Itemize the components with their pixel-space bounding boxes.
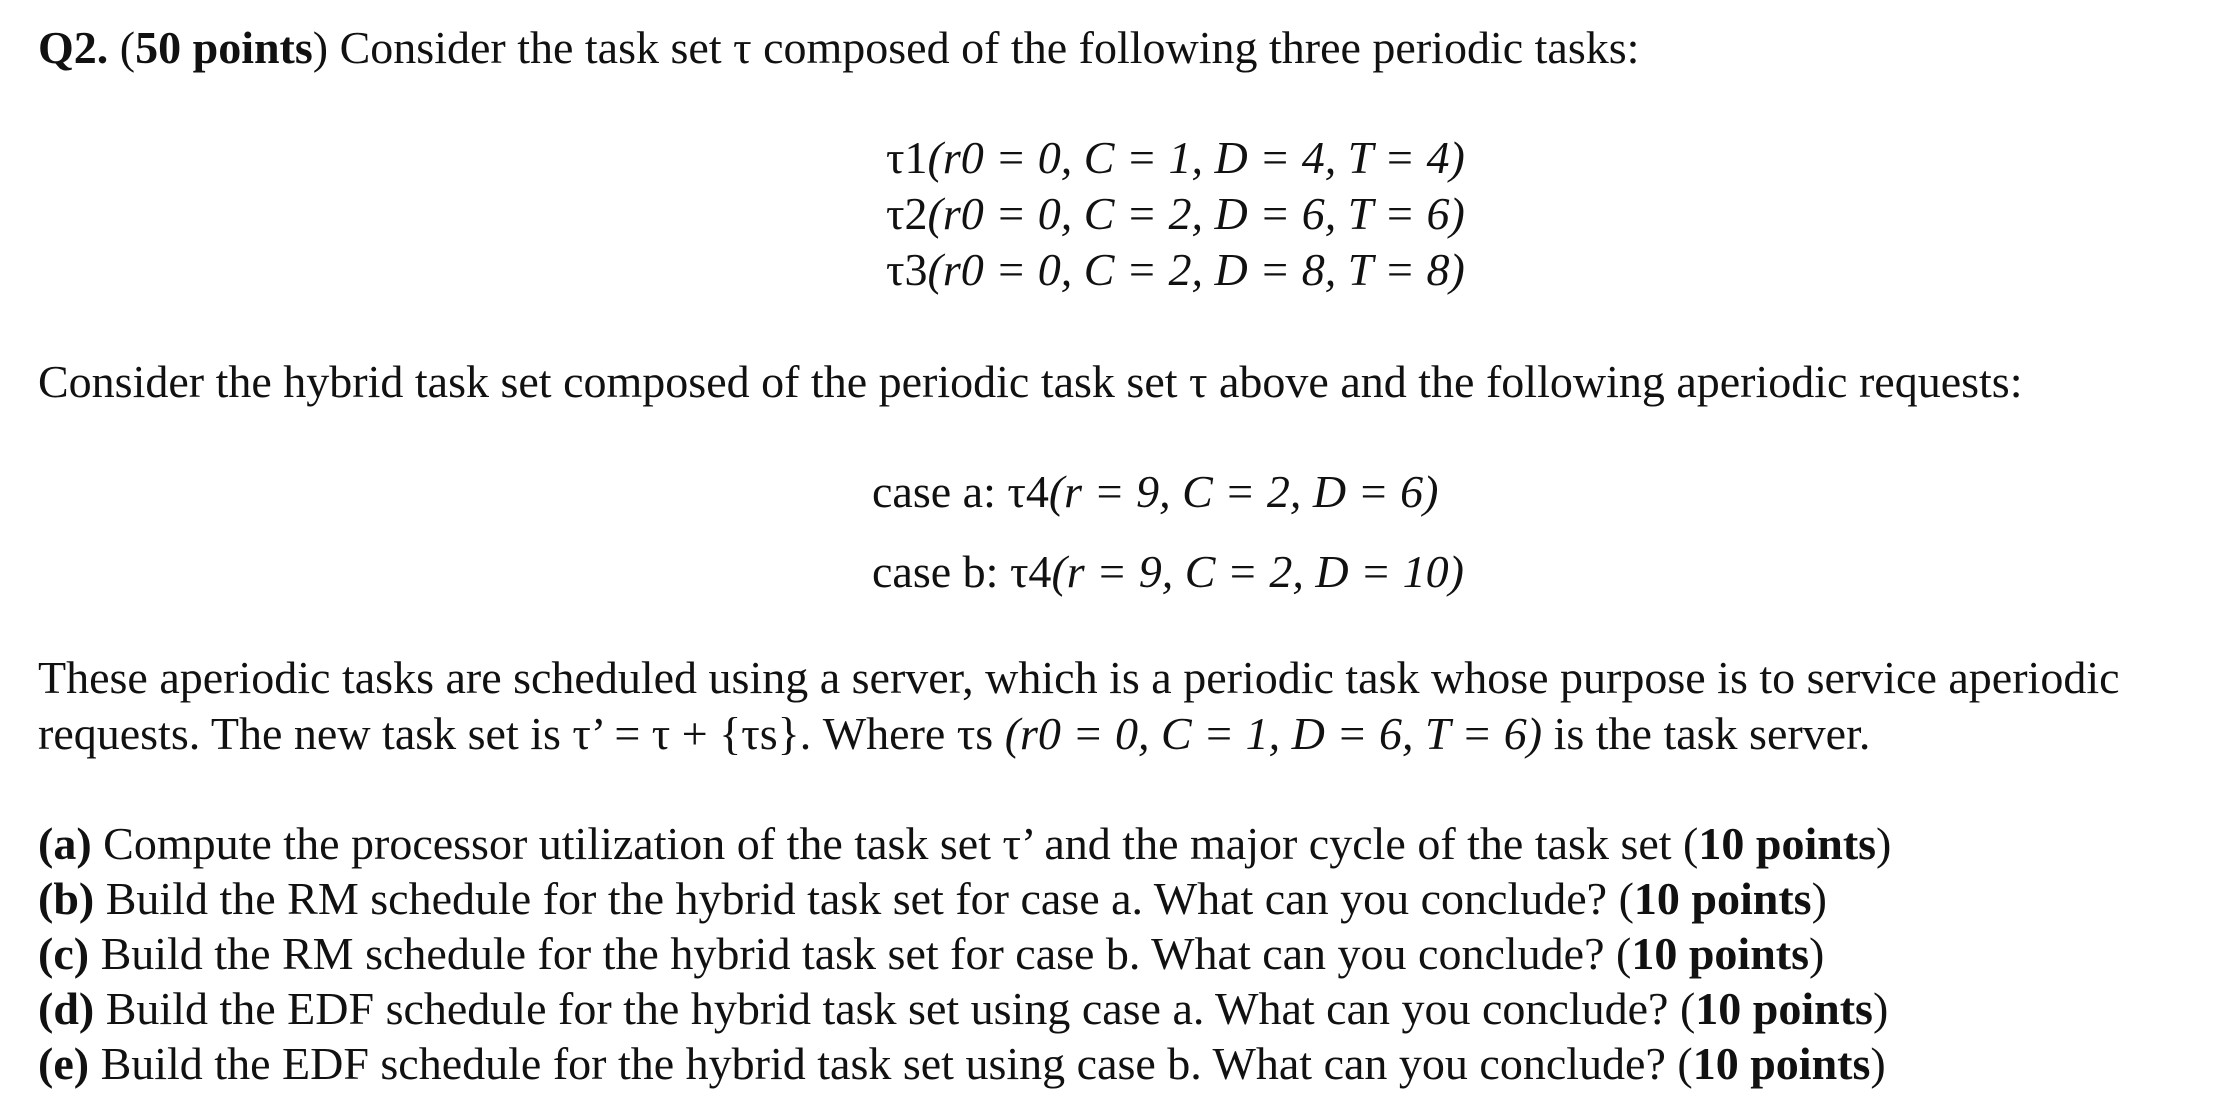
part-b-text: Build the RM schedule for the hybrid task set for case a. What can you conclude? <box>94 873 1619 924</box>
part-d-pts-open: ( <box>1679 983 1696 1034</box>
part-e-pts-open: ( <box>1677 1038 1693 1089</box>
points-close: ) <box>312 22 329 73</box>
case-a-label: case a: <box>872 466 1008 517</box>
case-b-label: case b: <box>872 546 1010 597</box>
server-line-2-c: is the task server. <box>1542 708 1871 759</box>
question-points: 50 points <box>135 22 313 73</box>
case-b-params: (r = 9, C = 2, D = 10) <box>1051 546 1464 597</box>
part-c <box>38 928 1824 980</box>
part-d-points: 10 points <box>1695 983 1873 1034</box>
case-b-task: τ4 <box>1009 546 1052 597</box>
part-b-points: 10 points <box>1633 873 1812 924</box>
part-a <box>38 818 1891 870</box>
part-a-pts-open: ( <box>1683 818 1699 869</box>
points-open: ( <box>119 22 136 73</box>
hybrid-intro: Consider the hybrid task set composed of the periodic task set τ above and the following aperiodic requests: <box>38 356 2023 407</box>
case-b <box>872 546 1464 598</box>
task-2-params: (r0 = 0, C = 2, D = 6, T = 6) <box>927 188 1465 239</box>
part-c-pts-close: ) <box>1809 928 1825 979</box>
case-a <box>872 466 1438 518</box>
task-3 <box>886 244 1465 296</box>
part-e-label: (e) <box>38 1038 90 1089</box>
server-params: (r0 = 0, C = 1, D = 6, T = 6) <box>1004 708 1543 759</box>
task-3-params: (r0 = 0, C = 2, D = 8, T = 8) <box>927 244 1465 295</box>
part-b-pts-open: ( <box>1618 873 1634 924</box>
part-c-text: Build the RM schedule for the hybrid task set for case b. What can you conclude? <box>89 928 1617 979</box>
part-a-points: 10 points <box>1698 818 1877 869</box>
part-d-pts-close: ) <box>1872 983 1889 1034</box>
question-intro: Consider the task set τ composed of the following three periodic tasks: <box>328 22 1640 73</box>
task-1 <box>886 132 1465 184</box>
part-c-label: (c) <box>38 928 90 979</box>
part-b <box>38 873 1827 925</box>
part-a-label: (a) <box>38 818 92 869</box>
part-d-label: (d) <box>38 983 95 1034</box>
part-a-pts-close: ) <box>1876 818 1892 869</box>
part-e-text: Build the EDF schedule for the hybrid task set using case b. What can you conclude? <box>89 1038 1678 1089</box>
task-2 <box>886 188 1465 240</box>
question-header <box>38 22 1639 74</box>
task-1-params: (r0 = 0, C = 1, D = 4, T = 4) <box>927 132 1465 183</box>
part-e-pts-close: ) <box>1870 1038 1886 1089</box>
part-a-text: Compute the processor utilization of the task set τ’ and the major cycle of the task set <box>91 818 1684 869</box>
task-3-name: τ3 <box>886 244 928 295</box>
part-b-label: (b) <box>38 873 95 924</box>
question-number: Q2. <box>38 22 109 73</box>
part-d <box>38 983 1888 1035</box>
part-b-pts-close: ) <box>1811 873 1827 924</box>
task-1-name: τ1 <box>886 132 928 183</box>
task-2-name: τ2 <box>886 188 928 239</box>
case-a-params: (r = 9, C = 2, D = 6) <box>1048 466 1439 517</box>
part-c-points: 10 points <box>1631 928 1810 979</box>
part-e <box>38 1038 1886 1090</box>
part-c-pts-open: ( <box>1616 928 1632 979</box>
part-e-points: 10 points <box>1692 1038 1871 1089</box>
server-line-2-a: requests. The new task set is τ’ = τ + {τs}. Where τs <box>38 708 1005 759</box>
server-line-2 <box>38 708 1870 760</box>
server-line-1: These aperiodic tasks are scheduled using a server, which is a periodic task whose purpose is to service aperiodic <box>38 652 2120 703</box>
part-d-text: Build the EDF schedule for the hybrid task set using case a. What can you conclude? <box>94 983 1680 1034</box>
case-a-task: τ4 <box>1007 466 1049 517</box>
